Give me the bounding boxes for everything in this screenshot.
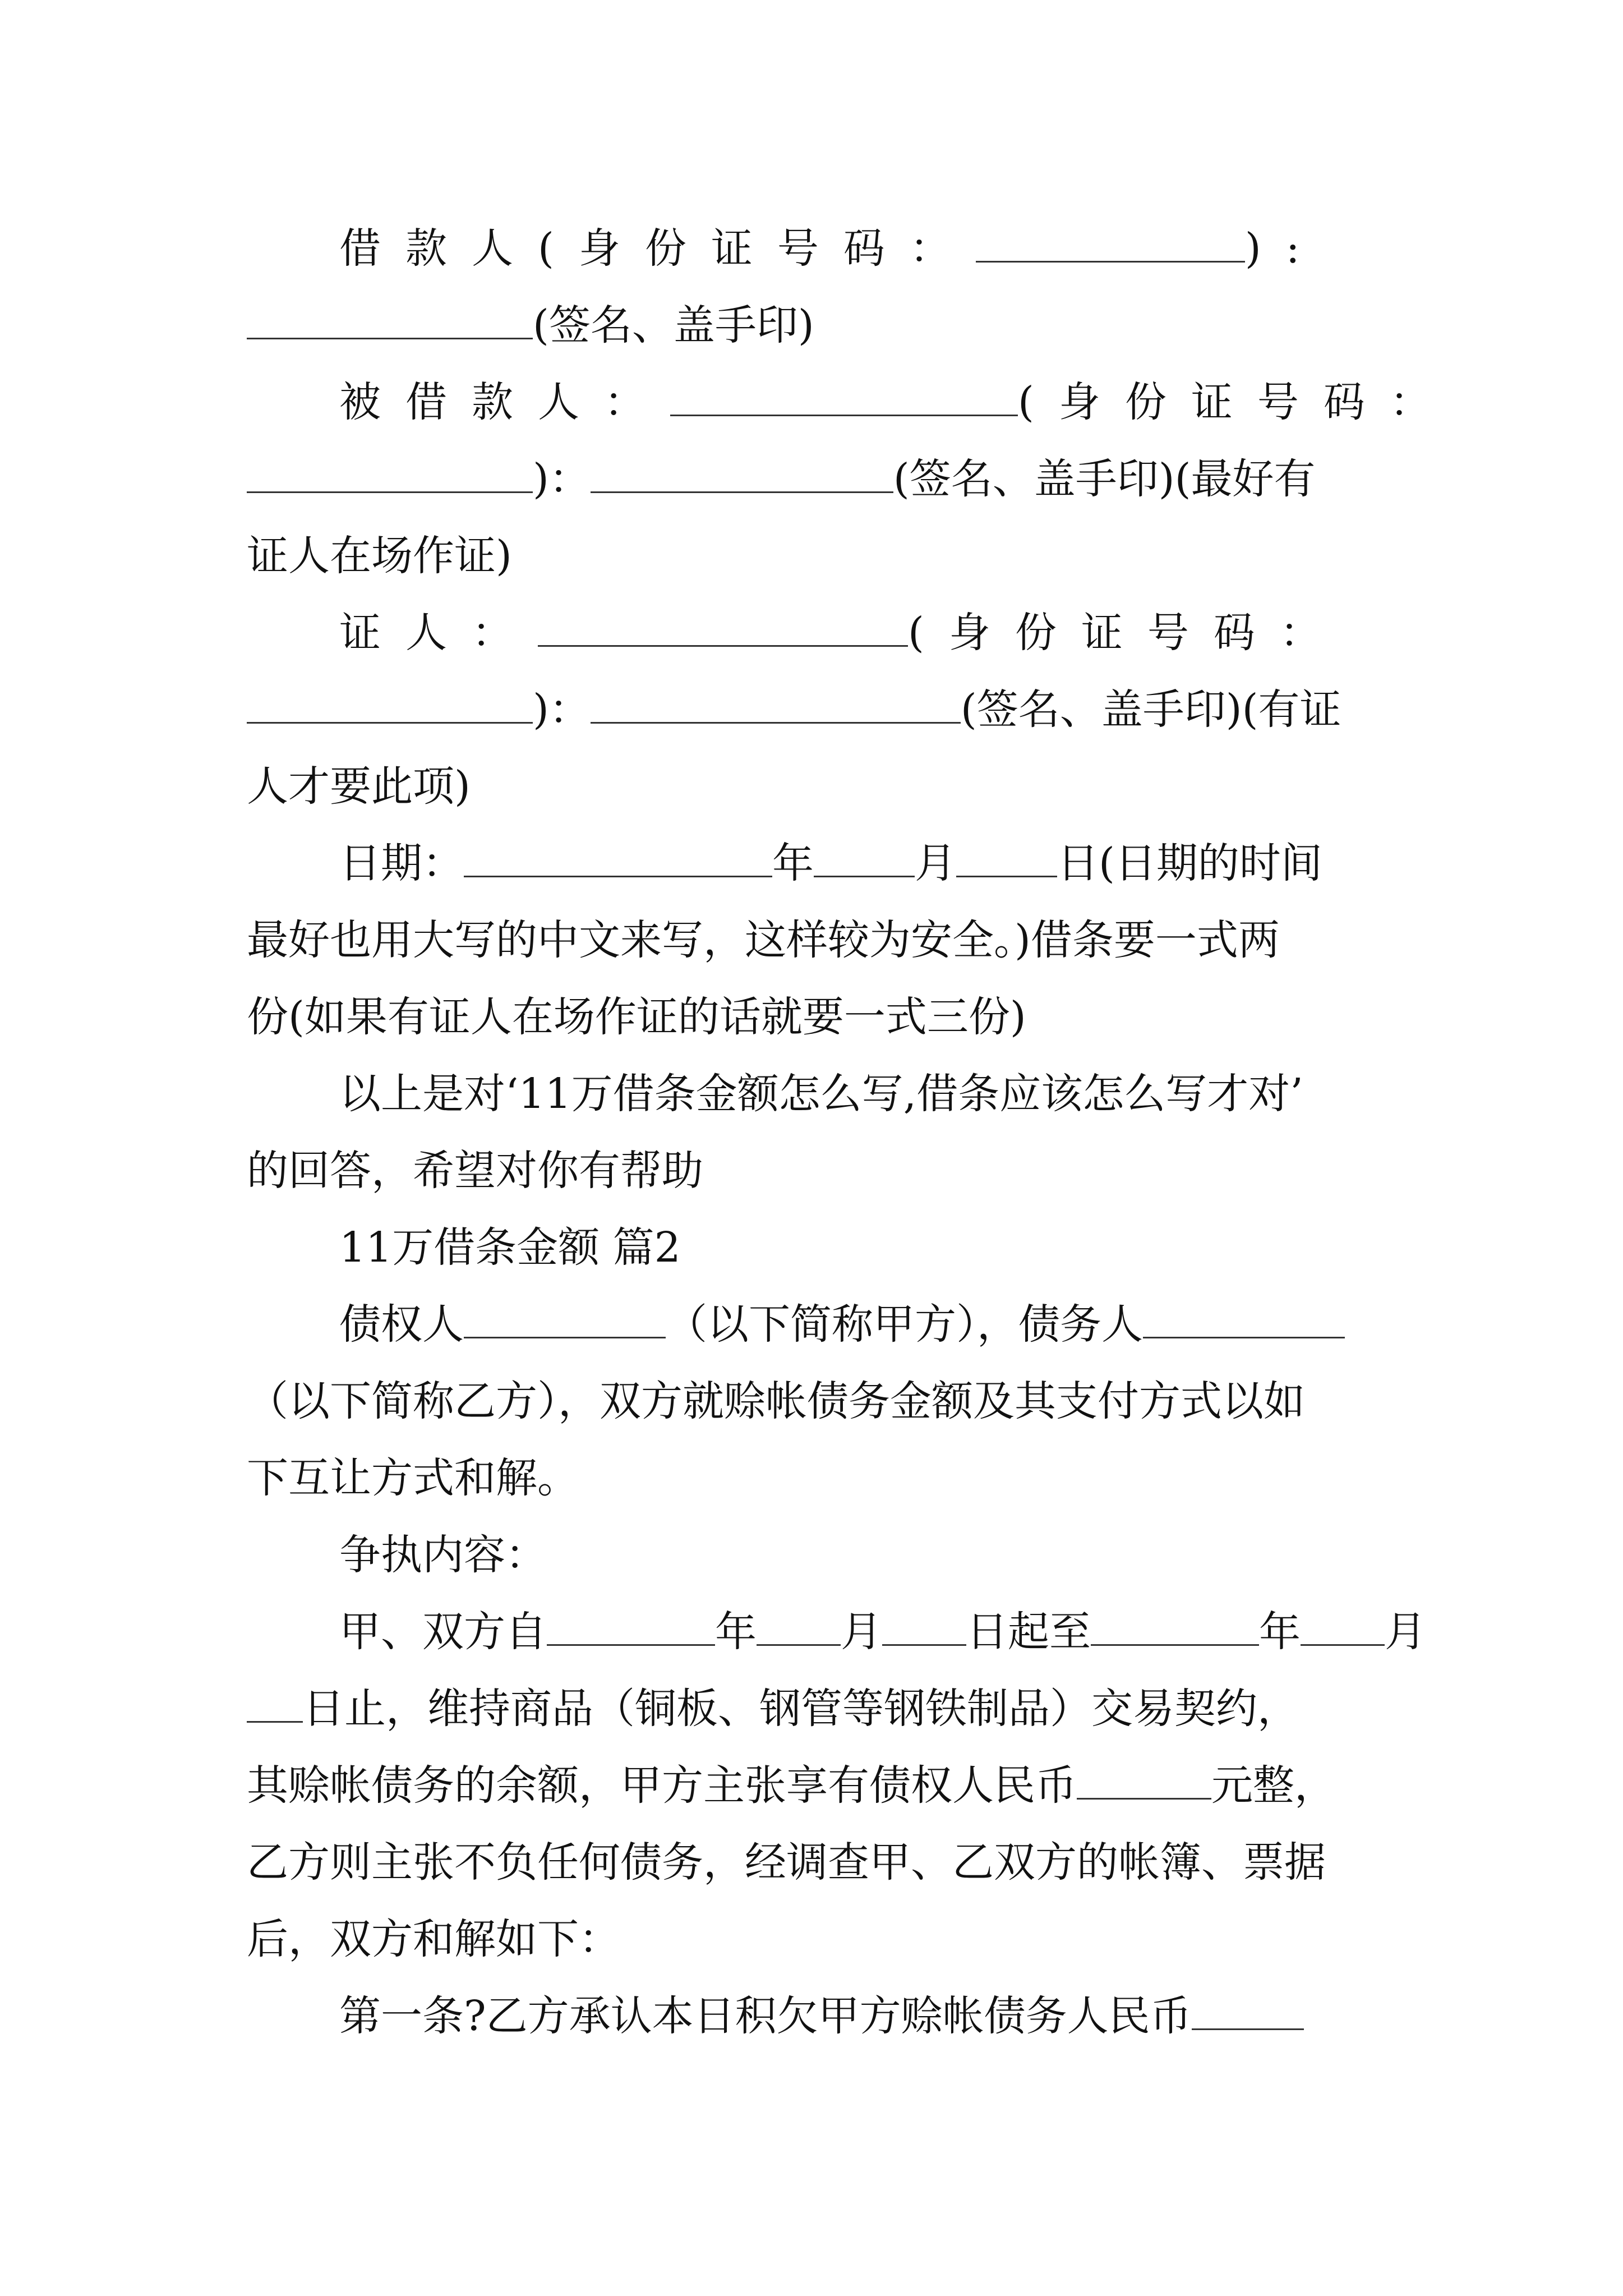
year-blank [547, 1609, 715, 1646]
text-line: 被借款人： (身份证号码： [339, 378, 1456, 426]
text-line: 其赊帐债务的余额，甲方主张享有债权人民币 元整， [247, 1761, 1336, 1810]
signature-blank [591, 457, 893, 493]
creditor-blank [464, 1302, 666, 1338]
year-blank [464, 841, 772, 877]
id-number-blank [976, 226, 1245, 263]
text-line: (签名、盖手印) [247, 287, 1385, 364]
text-line: 下互让方式和解。 [247, 1454, 579, 1502]
year-blank [1091, 1609, 1259, 1646]
text-line: 甲、双方自 年 月 日起至 年 月 [339, 1608, 1426, 1656]
amount-blank [1077, 1763, 1211, 1800]
date-label: 日期： [339, 839, 464, 887]
creditor-label: 债权人 [339, 1300, 464, 1349]
name-blank [670, 380, 1018, 416]
signature-blank [247, 303, 533, 339]
month-blank [814, 841, 915, 877]
text-line: 份(如果有证人在场作证的话就要一式三份) [247, 993, 1026, 1041]
month-blank [1301, 1609, 1385, 1646]
text-line: （以下简称乙方），双方就赊帐债务金额及其支付方式以如 [247, 1377, 1305, 1425]
month-blank [757, 1609, 841, 1646]
text-line: 争执内容： [339, 1531, 547, 1579]
id-number-blank [247, 687, 533, 724]
debtor-blank [1143, 1302, 1345, 1338]
text-line: 最好也用大写的中文来写，这样较为安全。)借条要一式两 [247, 916, 1280, 964]
text-line: 日期： 年 月 日(日期的时间 [339, 839, 1322, 887]
text-line: 以上是对‘11万借条金额怎么写,借条应该怎么写才对’ [339, 1070, 1303, 1118]
text-line: )： (签名、盖手印)(最好有 [247, 441, 1385, 518]
text-line: 借款人(身份证号码： ): [339, 224, 1325, 273]
signature-blank [591, 687, 961, 724]
text-line: 第一条?乙方承认本日积欠甲方赊帐债务人民币 [247, 1978, 1385, 2055]
amount-blank [1192, 1994, 1304, 2030]
witness-label: 证人： [339, 609, 538, 657]
day-blank [247, 1686, 303, 1723]
loan-note-text [247, 210, 1456, 2055]
text-line: 人才要此项) [247, 762, 471, 811]
lender-label: 被借款人： [339, 378, 670, 426]
text-line: 日止，维持商品（铜板、钢管等钢铁制品）交易契约， [247, 1671, 1385, 1747]
id-number-blank [247, 457, 533, 493]
text-line: )： (签名、盖手印)(有证 [247, 671, 1385, 748]
section-heading: 11万借条金额 篇2 [339, 1223, 681, 1272]
text-line: 乙方则主张不负任何债务，经调查甲、乙双方的帐簿、票据 [247, 1838, 1326, 1887]
name-blank [538, 610, 908, 647]
borrower-id-label: 借款人(身份证号码： [339, 224, 976, 273]
text-line: 债权人 （以下简称甲方），债务人 [247, 1286, 1385, 1363]
text-line: 证人： (身份证号码： [339, 609, 1346, 657]
day-blank [956, 841, 1057, 877]
text-line: 的回答，希望对你有帮助 [247, 1147, 703, 1195]
text-line: 后，双方和解如下： [247, 1915, 620, 1963]
text-line: 证人在场作证) [247, 532, 512, 580]
day-blank [882, 1609, 966, 1646]
